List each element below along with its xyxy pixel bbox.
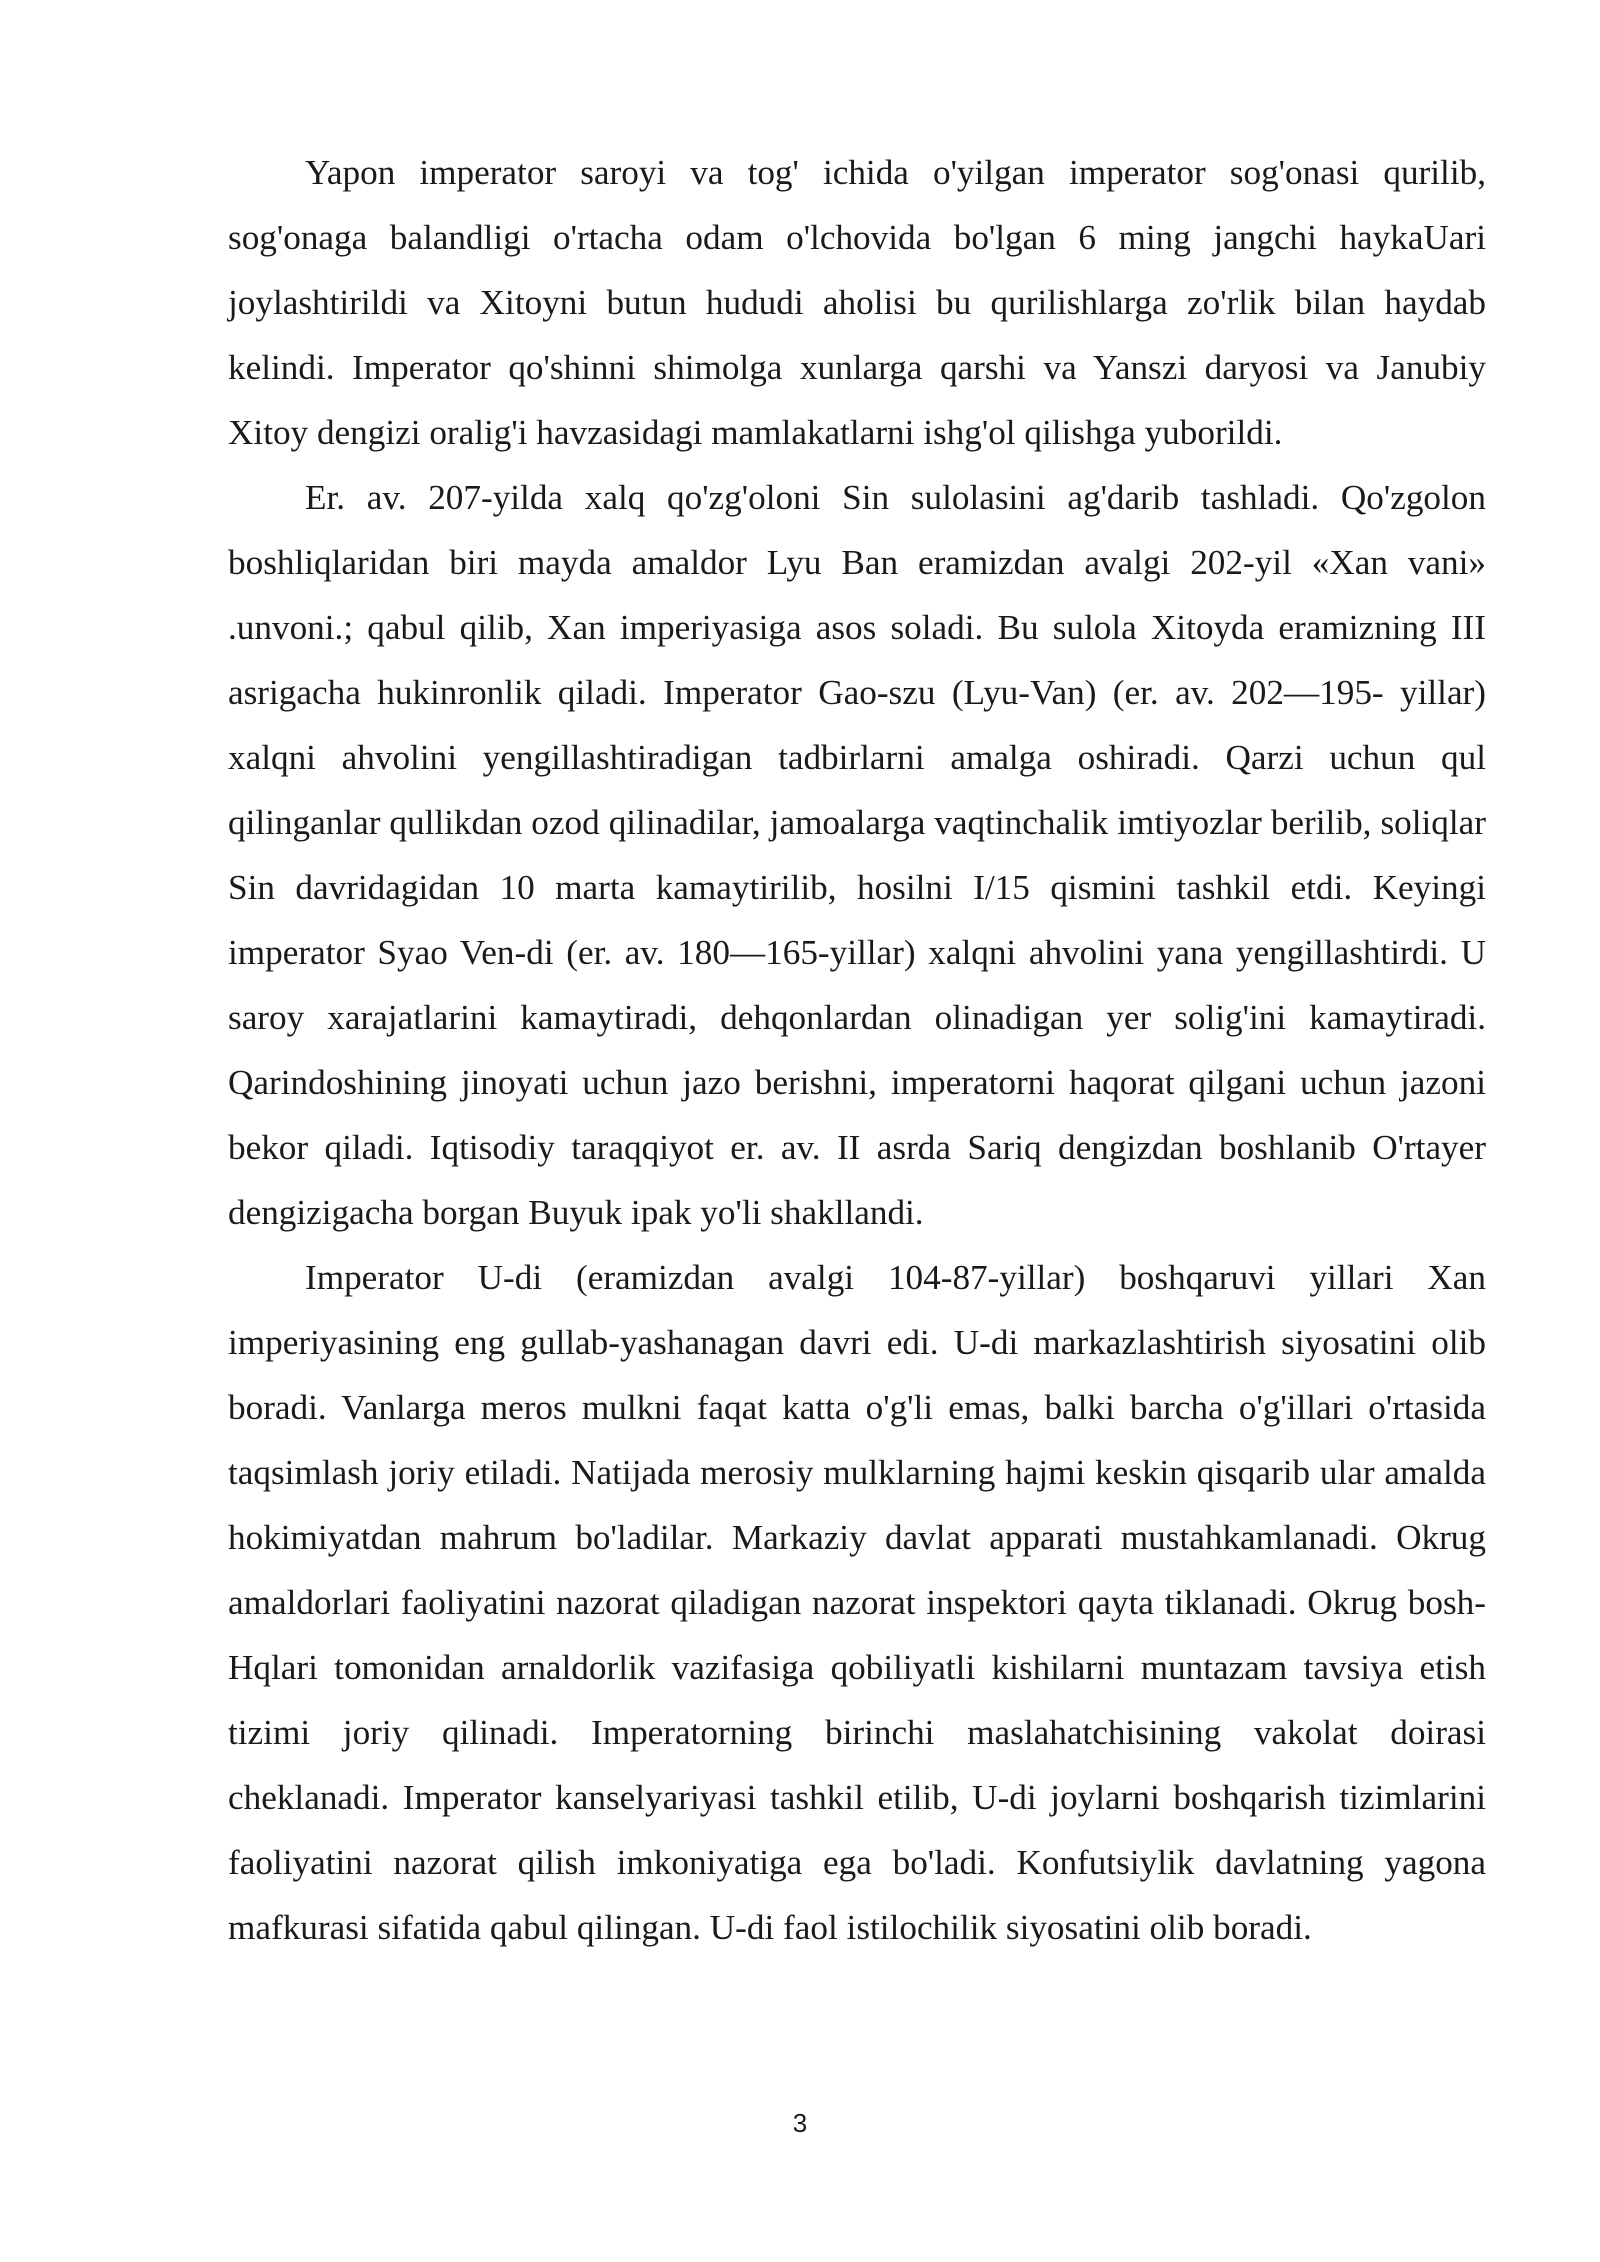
paragraph-1: Yapon imperator saroyi va tog' ichida o'yilgan imperator sog'onasi qurilib, sog'onaga balandligi o'rtacha odam o'lchovida bo'lgan 6 ming jangchi haykaUari joylashtirildi va Xitoyni butun hududi aholisi bu qurilishlarga zo'rlik bilan haydab kelindi. Imperator qo'shinni shimolga xunlarga qarshi va Yanszi daryosi va Janubiy Xitoy dengizi oralig'i havzasidagi mamlakatlarni ishg'ol qilishga yuborildi. bbox=[228, 153, 1486, 452]
document-body bbox=[228, 140, 1486, 1960]
paragraph-3: Imperator U-di (eramizdan avalgi 104-87-yillar) boshqaruvi yillari Xan imperiyasining eng gullab-yashanagan davri edi. U-di markazlashtirish siyosatini olib boradi. Vanlarga meros mulkni faqat katta o'g'li emas, balki barcha o'g'illari o'rtasida taqsimlash joriy etiladi. Natijada merosiy mulklarning hajmi keskin qisqarib ular amalda hokimiyatdan mahrum bo'ladilar. Markaziy davlat apparati mustahkamlanadi. Okrug amaldorlari faoliyatini nazorat qiladigan nazorat inspektori qayta tiklanadi. Okrug bosh- Hqlari tomonidan arnaldorlik vazifasiga qobiliyatli kishilarni muntazam tavsiya etish tizimi joriy qilinadi. Imperatorning birinchi maslahatchisining vakolat doirasi cheklanadi. Imperator kanselyariyasi tashkil etilib, U-di joylarni boshqarish tizimlarini faoliyatini nazorat qilish imkoniyatiga ega bo'ladi. Konfutsiylik davlatning yagona mafkurasi sifatida qabul qilingan. U-di faol istilochilik siyosatini olib boradi. bbox=[228, 1258, 1486, 1947]
page-number: 3 bbox=[792, 2108, 808, 2138]
paragraph-2: Er. av. 207-yilda xalq qo'zg'oloni Sin sulolasini ag'darib tashladi. Qo'zgolon boshliqlaridan biri mayda amaldor Lyu Ban eramizdan avalgi 202-yil «Xan vani» .unvoni.; qabul qilib, Xan imperiyasiga asos soladi. Bu sulola Xitoyda eramizning III asrigacha hukinronlik qiladi. Imperator Gao-szu (Lyu-Van) (er. av. 202—195- yillar) xalqni ahvolini yengillashtiradigan tadbirlarni amalga oshiradi. Qarzi uchun qul qilinganlar qullikdan ozod qilinadilar, jamoalarga vaqtinchalik imtiyozlar berilib, soliqlar Sin davridagidan 10 marta kamaytirilib, hosilni I/15 qismini tashkil etdi. Keyingi imperator Syao Ven-di (er. av. 180—165-yillar) xalqni ahvolini yana yengillashtirdi. U saroy xarajatlarini kamaytiradi, dehqonlardan olinadigan yer solig'ini kamaytiradi. Qarindoshining jinoyati uchun jazo berishni, imperatorni haqorat qilgani uchun jazoni bekor qiladi. Iqtisodiy taraqqiyot er. av. II asrda Sariq dengizdan boshlanib O'rtayer dengizigacha borgan Buyuk ipak yo'li shakllandi. bbox=[228, 478, 1486, 1232]
